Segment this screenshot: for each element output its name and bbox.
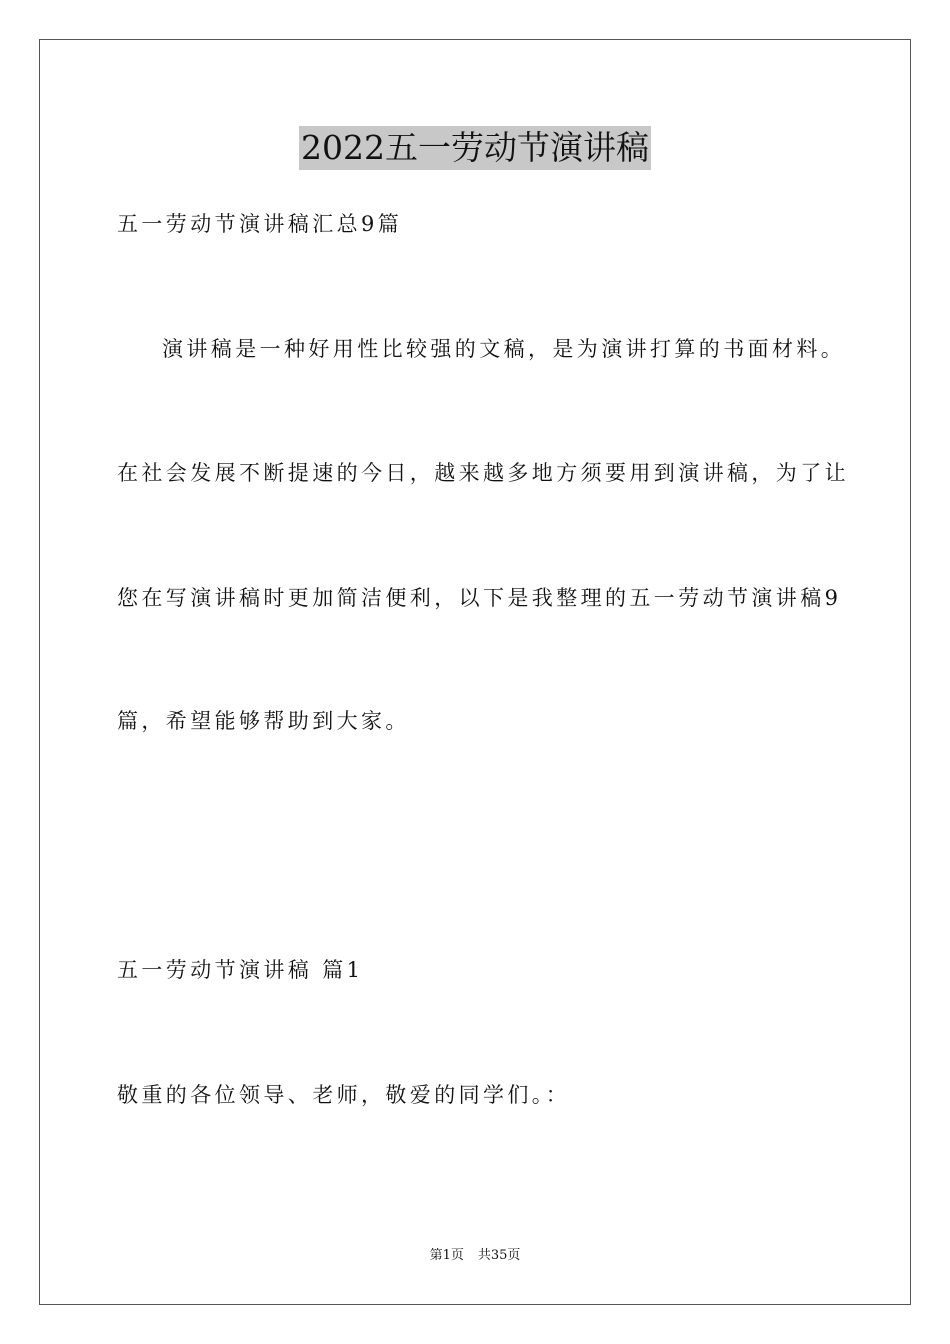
page-footer [0,1247,950,1265]
paragraph-line: 演讲稿是一种好用性比较强的文稿，是为演讲打算的书面材料。 [162,337,846,361]
page-number: 第1页 [429,1248,464,1263]
document-title: 2022五一劳动节演讲稿 [299,126,651,170]
page-total: 共35页 [477,1248,521,1263]
paragraph-line: 篇，希望能够帮助到大家。 [117,709,410,733]
section-heading: 五一劳动节演讲稿 篇1 [117,958,364,982]
title-container [0,126,950,170]
paragraph-line: 您在写演讲稿时更加简洁便利，以下是我整理的五一劳动节演讲稿9 [117,586,842,610]
summary-line: 五一劳动节演讲稿汇总9篇 [117,212,403,236]
paragraph-line: 在社会发展不断提速的今日，越来越多地方须要用到演讲稿，为了让 [117,461,849,485]
salutation-line: 敬重的各位领导、老师，敬爱的同学们。： [117,1083,571,1107]
